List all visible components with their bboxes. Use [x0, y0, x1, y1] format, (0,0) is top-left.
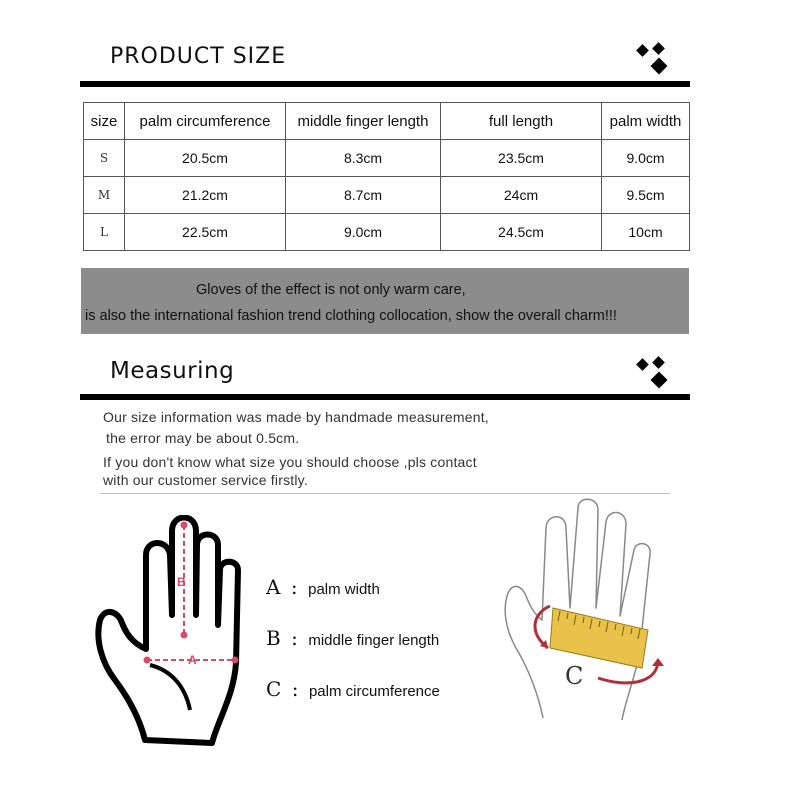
notes-divider	[100, 493, 670, 494]
measuring-rule	[80, 394, 690, 400]
size-table	[83, 102, 690, 251]
legend-text: middle finger length	[308, 632, 440, 649]
cell-width: 9.0cm	[602, 140, 690, 177]
header-palm-circumference: palm circumference	[125, 103, 286, 140]
table-row	[84, 214, 690, 251]
note-line-2: the error may be about 0.5cm.	[106, 430, 300, 446]
legend-letter: C	[266, 677, 282, 701]
legend-text: palm circumference	[308, 683, 440, 700]
legend-sep: :	[291, 626, 298, 650]
note-line-1: Our size information was made by handmade measurement,	[103, 409, 489, 425]
cell-full: 24.5cm	[441, 214, 602, 251]
cell-width: 10cm	[602, 214, 690, 251]
table-header-row	[84, 103, 690, 140]
legend-item-b	[266, 626, 439, 650]
hand-outline-diagram	[90, 515, 250, 750]
cell-full: 23.5cm	[441, 140, 602, 177]
legend-text: palm width	[308, 581, 380, 598]
cell-full: 24cm	[441, 177, 602, 214]
cell-size: L	[84, 214, 125, 251]
legend-item-a	[266, 575, 380, 599]
product-size-title: PRODUCT SIZE	[110, 44, 287, 69]
diagram-label-b: B	[177, 575, 186, 589]
cell-size: S	[84, 140, 125, 177]
diamond-cluster-icon	[636, 40, 672, 76]
cell-palm: 22.5cm	[125, 214, 286, 251]
banner-line-2: is also the international fashion trend clothing collocation, show the overall charm!!!	[85, 308, 617, 324]
diamond-cluster-icon	[636, 354, 672, 390]
header-rule	[80, 81, 690, 87]
header-palm-width: palm width	[602, 103, 690, 140]
cell-size: M	[84, 177, 125, 214]
cell-width: 9.5cm	[602, 177, 690, 214]
note-line-3: If you don't know what size you should choose ,pls contact	[103, 454, 477, 470]
table-row	[84, 140, 690, 177]
header-middle-finger-length: middle finger length	[286, 103, 441, 140]
legend-letter: B	[266, 626, 281, 650]
hand-tape-illustration	[498, 498, 678, 723]
cell-middle: 8.3cm	[286, 140, 441, 177]
legend-item-c	[266, 677, 440, 701]
table-row	[84, 177, 690, 214]
cell-middle: 8.7cm	[286, 177, 441, 214]
header-full-length: full length	[441, 103, 602, 140]
promo-banner	[81, 268, 689, 334]
cell-middle: 9.0cm	[286, 214, 441, 251]
note-line-4: with our customer service firstly.	[103, 472, 308, 488]
cell-palm: 20.5cm	[125, 140, 286, 177]
measuring-title: Measuring	[110, 358, 235, 384]
legend-sep: :	[291, 677, 299, 701]
header-size: size	[84, 103, 125, 140]
photo-label-c: C	[565, 662, 584, 690]
legend-letter: A	[266, 575, 281, 599]
cell-palm: 21.2cm	[125, 177, 286, 214]
banner-line-1: Gloves of the effect is not only warm care,	[196, 282, 466, 298]
diagram-label-a: A	[188, 653, 197, 667]
legend-sep: :	[290, 575, 298, 599]
